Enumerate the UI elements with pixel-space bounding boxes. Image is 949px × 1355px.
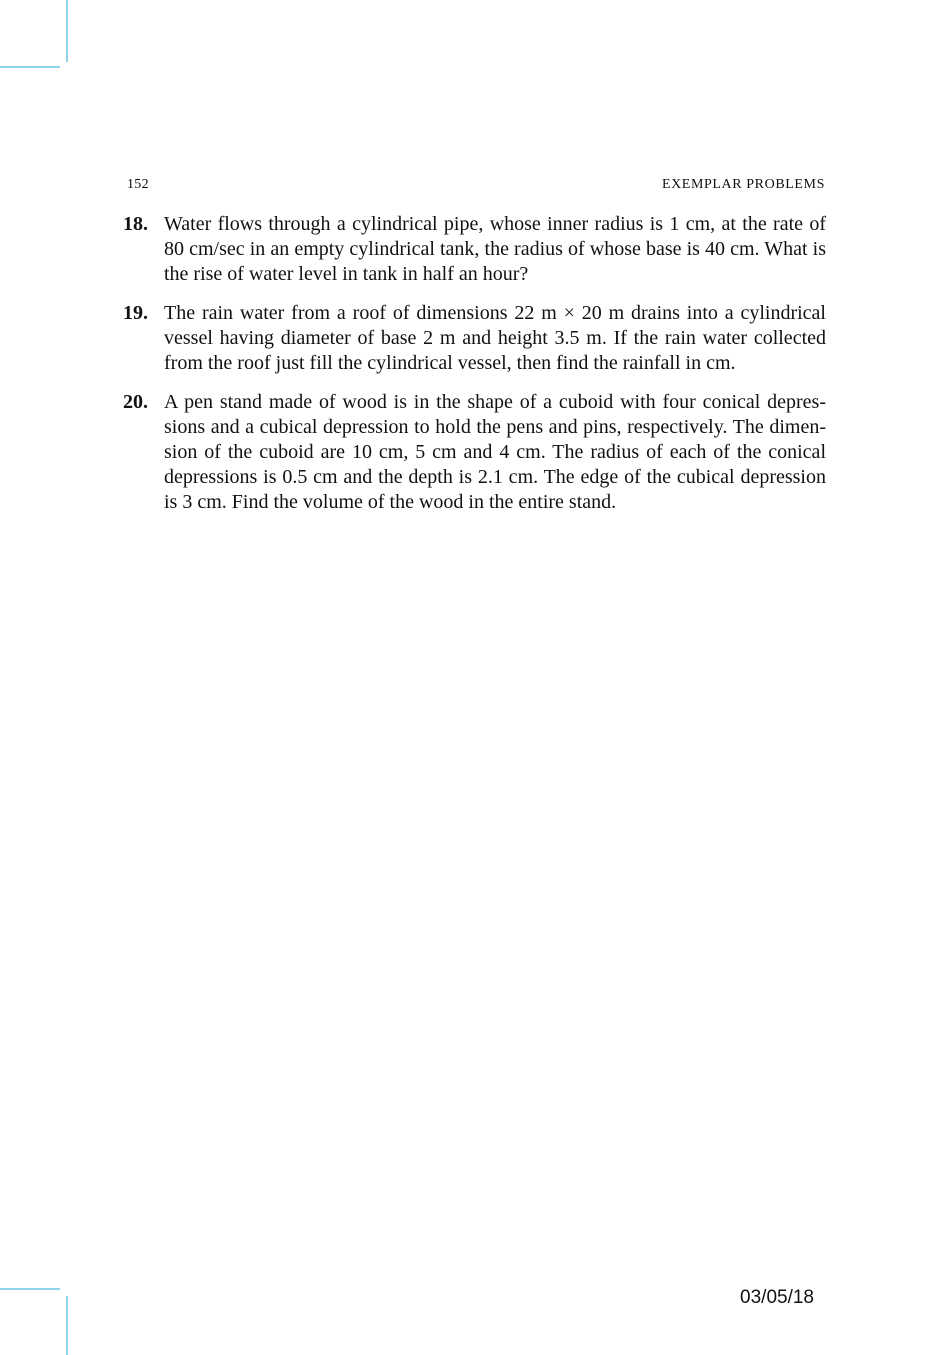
crop-mark-top-horizontal xyxy=(0,66,60,68)
problem-item xyxy=(123,212,826,287)
problem-text: Water flows through a cylindrical pipe, whose inner radius is 1 cm, at the rate of 80 cm/sec in an empty cylindrical tank, the radius of whose base is 40 cm. What is the rise of water level in tank in half an hour? xyxy=(164,213,826,285)
footer-date: 03/05/18 xyxy=(740,1287,814,1308)
crop-mark-bottom-horizontal xyxy=(0,1288,60,1290)
problem-item xyxy=(123,390,826,515)
crop-mark-bottom-vertical xyxy=(66,1296,68,1355)
running-head: EXEMPLAR PROBLEMS xyxy=(661,177,825,192)
crop-mark-top-vertical xyxy=(66,0,68,62)
problem-text: The rain water from a roof of dimensions 22 m × 20 m drains into a cylindrical vessel having diameter of base 2 m and height 3.5 m. If the rain water collected from the roof just fill the cylindrical vessel, then find the rainfall in cm. xyxy=(164,302,826,374)
problem-list xyxy=(123,212,826,529)
problem-number: 18. xyxy=(123,213,148,235)
problem-number: 19. xyxy=(123,302,148,324)
problem-item xyxy=(123,301,826,376)
problem-text: A pen stand made of wood is in the shape of a cuboid with four conical depressions and a cubical depression to hold the pens and pins, respectively. The dimension of the cuboid are 10 cm, 5 cm and 4 cm. The radius of each of the conical depressions is 0.5 cm and the depth is 2.1 cm. The edge of the cubical depression is 3 cm. Find the volume of the wood in the entire stand. xyxy=(164,391,826,513)
page-number: 152 xyxy=(127,177,149,192)
problem-number: 20. xyxy=(123,391,148,413)
